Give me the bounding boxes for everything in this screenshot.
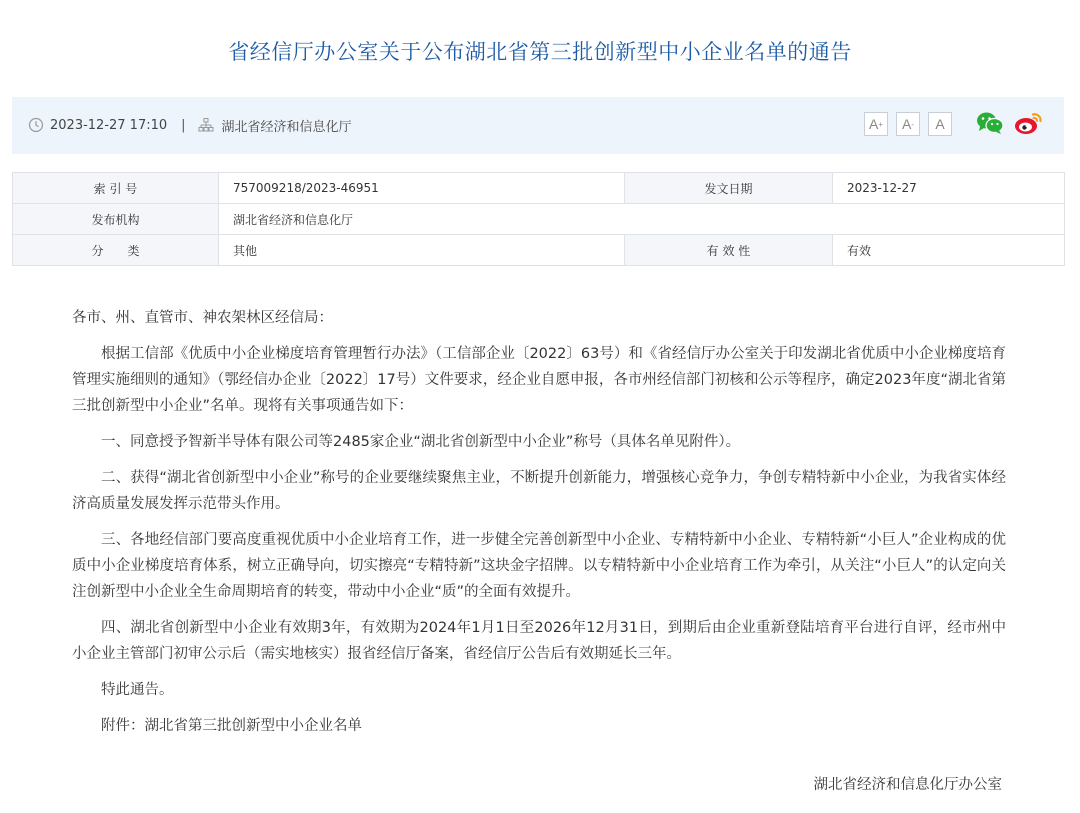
body-paragraph: 二、获得“湖北省创新型中小企业”称号的企业要继续聚焦主业，不断提升创新能力，增强核心竞争力，争创专精特新中小企业，为我省实体经济高质量发展发挥示范带头作用。: [72, 470, 1006, 512]
body-paragraph: 三、各地经信部门要高度重视优质中小企业培育工作，进一步健全完善创新型中小企业、专精特新中小企业、专精特新“小巨人”企业构成的优质中小企业梯度培育体系，树立正确导向，切实擦亮“专精特新”这块金字招牌。以专精特新中小企业培育工作为牵引，从关注“小巨人”的认定向关注创新型中小企业全生命周期培育的转变，带动中小企业“质”的全面有效提升。: [72, 532, 1006, 600]
publish-datetime: 2023-12-27 17:10: [50, 117, 168, 133]
issue-date-label: 发文日期: [625, 173, 833, 204]
closing-text: 特此通告。: [101, 682, 174, 698]
publisher-label: 发布机构: [13, 204, 219, 235]
font-reset-button[interactable]: A: [928, 112, 952, 136]
signature: 湖北省经济和信息化厅办公室: [813, 777, 1002, 793]
validity-value: 有效: [833, 235, 1065, 266]
validity-label: 有 效 性: [625, 235, 833, 266]
article-body: [72, 305, 1006, 749]
body-paragraph: 四、湖北省创新型中小企业有效期3年，有效期为2024年1月1日至2026年12月31日，到期后由企业重新登陆培育平台进行自评，经市州中小企业主管部门初审公示后（需实地核实）报省经信厅备案，省经信厅公告后有效期延长三年。: [72, 620, 1006, 662]
body-paragraph: 根据工信部《优质中小企业梯度培育管理暂行办法》（工信部企业〔2022〕63号）和《省经信厅办公室关于印发湖北省优质中小企业梯度培育管理实施细则的通知》（鄂经信办企业〔2022〕17号）文件要求，经企业自愿申报，各市州经信部门初核和公示等程序，确定2023年度“湖北省第三批创新型中小企业”名单。现将有关事项通告如下：: [72, 346, 1006, 414]
meta-separator: |: [181, 117, 186, 133]
issue-date-value: 2023-12-27: [833, 173, 1065, 204]
table-row: [13, 204, 1065, 235]
font-decrease-button[interactable]: A -: [896, 112, 920, 136]
table-row: [13, 235, 1065, 266]
meta-bar: [12, 97, 1064, 154]
font-size-controls: [864, 112, 952, 136]
body-paragraph: 一、同意授予智新半导体有限公司等2485家企业“湖北省创新型中小企业”称号（具体名单见附件）。: [101, 434, 741, 450]
attachment-line: 附件：湖北省第三批创新型中小企业名单: [101, 718, 362, 734]
category-value: 其他: [219, 235, 625, 266]
share-icons: [976, 110, 1044, 136]
font-increase-button[interactable]: A +: [864, 112, 888, 136]
organization-icon: [198, 117, 214, 133]
meta-info: [28, 115, 352, 135]
clock-icon: [28, 117, 44, 133]
category-label: 分 类: [13, 235, 219, 266]
publish-source: 湖北省经济和信息化厅: [221, 119, 352, 135]
index-number-value: 757009218/2023-46951: [219, 173, 625, 204]
publisher-value: 湖北省经济和信息化厅: [219, 204, 1065, 235]
table-row: [13, 173, 1065, 204]
index-number-label: 索 引 号: [13, 173, 219, 204]
page-title: 省经信厅办公室关于公布湖北省第三批创新型中小企业名单的通告: [228, 40, 852, 64]
salutation: 各市、州、直管市、神农架林区经信局：: [72, 310, 333, 326]
document-info-table: [12, 172, 1065, 266]
wechat-icon[interactable]: [976, 111, 1004, 135]
weibo-icon[interactable]: [1014, 110, 1044, 136]
